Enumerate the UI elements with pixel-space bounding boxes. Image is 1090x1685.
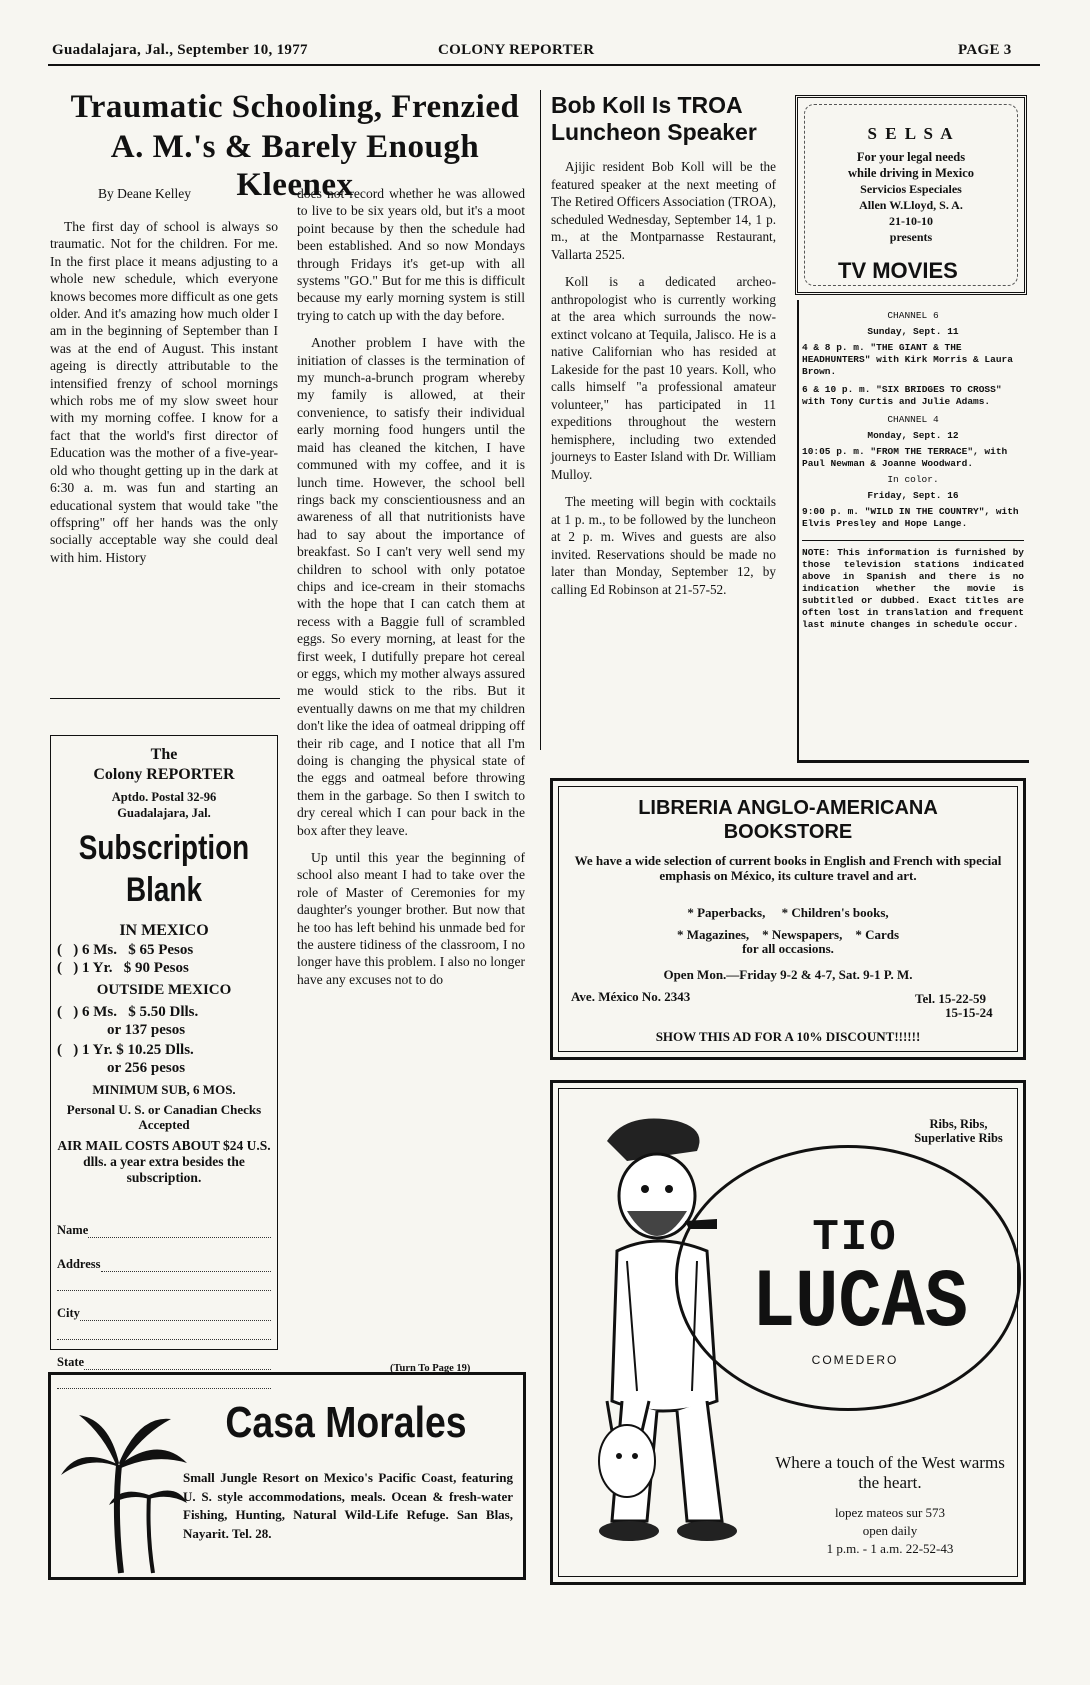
tv-date-2: Monday, Sept. 12	[867, 430, 959, 441]
tio-comedero: COMEDERO	[811, 1353, 899, 1367]
libreria-items2: * Magazines, * Newspapers, * Cards	[676, 927, 900, 942]
sub-opt2[interactable]: ( ) 1 Yr. $ 90 Pesos	[57, 960, 189, 976]
sub-paper: Colony REPORTER	[93, 766, 235, 783]
sub-title1: Subscription	[78, 829, 250, 867]
sub-name-label: Name	[57, 1223, 89, 1237]
tio-address: lopez mateos sur 573	[834, 1505, 946, 1520]
tv-channel-4: CHANNEL 4	[887, 414, 939, 425]
casa-morales-desc: Small Jungle Resort on Mexico's Pacific Coast, featuring U. S. style accommodations, meals. Ocean & fresh-water Fishing, Hunting, Natural Wild-Life Refuge. San Blas, Nayarit. Tel. 28.	[183, 1470, 513, 1541]
selsa-line3: Servicios Especiales	[860, 182, 962, 196]
lead-headline-line2: A. M.'s & Barely Enough Kleenex	[110, 129, 480, 203]
sub-opt3[interactable]: ( ) 6 Ms. $ 5.50 Dlls.	[57, 1004, 199, 1020]
tv-left-rule	[797, 300, 799, 762]
sub-opt4b: or 256 pesos	[107, 1060, 186, 1076]
casa-morales-ad	[48, 1372, 526, 1580]
libreria-hours: Open Mon.—Friday 9-2 & 4-7, Sat. 9-1 P. M.	[663, 967, 913, 982]
lead-col2	[297, 185, 525, 998]
page-number: PAGE 3	[958, 42, 1012, 58]
sub-state-field[interactable]	[84, 1355, 271, 1370]
column-rule	[540, 90, 541, 750]
libreria-ad	[550, 778, 1026, 1060]
troa-p1: Ajijic resident Bob Koll will be the featured speaker at the next meeting of The Retired Officers Association (TROA), scheduled Wednesday, September 14, 1 p. m., at the Montparnasse Restaurant, Vallarta 2525.	[551, 159, 776, 262]
sub-airmail: AIR MAIL COSTS ABOUT $24 U.S. dlls. a year extra besides the subscription.	[57, 1138, 271, 1185]
sub-address-row	[57, 1238, 271, 1272]
sub-address1: Aptdo. Postal 32-96	[111, 790, 217, 804]
tv-color-note: In color.	[887, 474, 939, 485]
tv-bottom-rule	[797, 760, 1029, 763]
lead-col2-p1: does not record whether he was allowed to live to be six years old, but it's a moot point because by then the schedule had been established. And so now Mondays through Fridays it's get-up with all systems "GO." But for me this is difficult because my early morning system is still trying to catch up with the day before.	[297, 186, 525, 323]
tio-lucas-ad	[550, 1080, 1026, 1585]
troa-p3: The meeting will begin with cocktails at 1 p. m., to be followed by the luncheon at 2 p. m. Wives and guests are also invited. Reservations should be made no later than Monday, September 12, by calling Ed Robinson at 21-57-52.	[551, 494, 776, 597]
sub-the: The	[150, 746, 178, 763]
tv-note: NOTE: This information is furnished by those television stations indicated above in Spanish and there is no indication whether the movie is subtitled or dubbed. Exact titles are often lost in translation and frequent last minute changes in schedule occur.	[802, 540, 1024, 631]
sub-name-field[interactable]	[88, 1223, 271, 1238]
libreria-address: Ave. México No. 2343	[571, 989, 691, 1004]
tio-ribs: Ribs, Ribs, Superlative Ribs	[914, 1117, 1003, 1145]
lead-headline-line1: Traumatic Schooling, Frenzied	[70, 89, 520, 125]
sub-address-field[interactable]	[101, 1257, 271, 1272]
lead-col2-p3: Up until this year the beginning of school also meant I had to take over the role of Master of Ceremonies for my daughter's younger brother. But now that he too has left behind his unmade bed for the austere tidiness of the classroom, I no longer have this problem. I also no longer have any excuses not to do	[297, 850, 525, 987]
sub-city-label: City	[57, 1306, 80, 1320]
tv-listing-1: 4 & 8 p. m. "THE GIANT & THE HEADHUNTERS" with Kirk Morris & Laura Brown.	[802, 342, 1013, 377]
tio-open: open daily	[862, 1523, 918, 1538]
paper-name: COLONY REPORTER	[438, 42, 595, 58]
libreria-desc: We have a wide selection of current books in English and French with special emphasis on México, its culture travel and art.	[574, 853, 1002, 883]
lead-col1-p1: The first day of school is always so traumatic. Not for the children. For me. In the first place it means adjusting to a whole new schedule, which everyone knows becomes more difficult as one gets older. And it's amazing how much older I am in the beginning of September than I was at the end of August. This instant ageing is directly attributable to the intensified frenzy of school mornings which robs me of my slow sweet hour with my morning coffee. I know for a fact that the world's first director of Education was the mother of a five-year-old who thought getting up in the dark at 6:30 a. m. was fun and starting an educational system that would take "the offspring" off her hands was the only socially acceptable way she could deal with him. History	[50, 219, 278, 565]
selsa-name: S E L S A	[867, 124, 955, 143]
sub-name-row	[57, 1204, 271, 1238]
palm-tree-icon	[59, 1405, 189, 1575]
tv-channel-6: CHANNEL 6	[887, 310, 939, 321]
casa-morales-name: Casa Morales	[225, 1398, 467, 1447]
sub-address-field-2[interactable]	[57, 1272, 271, 1291]
libreria-items1: * Paperbacks, * Children's books,	[687, 905, 889, 920]
libreria-discount: SHOW THIS AD FOR A 10% DISCOUNT!!!!!!	[655, 1029, 921, 1044]
byline: By Deane Kelley	[98, 186, 191, 201]
tio-word: TIO	[812, 1213, 898, 1263]
selsa-presents: presents	[889, 230, 933, 244]
tv-movies-title: TV MOVIES	[838, 258, 958, 283]
sub-city-field-2[interactable]	[57, 1321, 271, 1340]
troa-headline: Bob Koll Is TROA Luncheon Speaker	[551, 92, 757, 145]
tv-date-3: Friday, Sept. 16	[867, 490, 959, 501]
sub-city-row	[57, 1291, 271, 1321]
sub-checks: Personal U. S. or Canadian Checks Accepted	[66, 1102, 262, 1132]
tv-listing-4: 9:00 p. m. "WILD IN THE COUNTRY", with Elvis Presley and Hope Lange.	[802, 506, 1019, 529]
libreria-tel: Tel. 15-22-59	[915, 991, 987, 1006]
lucas-word: LUCAS	[751, 1255, 969, 1351]
sub-opt4[interactable]: ( ) 1 Yr. $ 10.25 Dlls.	[57, 1042, 194, 1058]
selsa-ad	[795, 95, 1027, 295]
selsa-line1: For your legal needs	[856, 150, 966, 164]
jump-line: (Turn To Page 19)	[390, 1363, 471, 1374]
masthead-rule	[48, 64, 1040, 66]
sub-state-label: State	[57, 1355, 85, 1369]
sub-address2: Guadalajara, Jal.	[117, 806, 211, 820]
sub-address-label: Address	[57, 1257, 101, 1271]
libreria-name1: LIBRERIA ANGLO-AMERICANA	[638, 797, 938, 819]
selsa-phone: 21-10-10	[889, 214, 933, 228]
tv-listing-2: 6 & 10 p. m. "SIX BRIDGES TO CROSS" with Tony Curtis and Julie Adams.	[802, 384, 1002, 407]
sub-form	[57, 1204, 271, 1389]
troa-p2: Koll is a dedicated archeo-anthropologist who is currently working at the area which surrounds the now-extinct volcano at Tequila, Jalisco. He is a native Californian who has resided at Lakeside for the past 10 years. Koll, who calls himself "a professional amateur volunteer," has participated in 11 expeditions throughout the western hemisphere, including two extended journeys to Easter Island with Dr. William Mulloy.	[551, 274, 776, 482]
sub-city-field[interactable]	[80, 1306, 271, 1321]
sub-opt1[interactable]: ( ) 6 Ms. $ 65 Pesos	[57, 942, 194, 958]
subscription-blank	[50, 735, 278, 1369]
tv-listings	[802, 310, 1024, 631]
troa-body	[551, 158, 776, 608]
selsa-line4: Allen W.Lloyd, S. A.	[859, 198, 963, 212]
tio-hours: 1 p.m. - 1 a.m. 22-52-43	[826, 1541, 954, 1556]
sub-title2: Blank	[126, 871, 202, 909]
lead-col2-p2: Another problem I have with the initiation of classes is the termination of my munch-a-brunch program whereby my family is allowed, at their convenience, to satisfy their individual early morning food hungers until the maid has cleaned the kitchen, I have communed with my coffee, and it is lunch time. However, the school bell rings back my conscientiousness and an awareness of all that nutritionists have had to say about the importance of breakfast. So I can't very well send my children to school with only potatoe chips and ice-cream in their stomachs with the hope that I can catch them at recess with a Baggie full of scrambled eggs. So every morning, at least for the first week, I dutifully prepare hot cereal or eggs, which my mother always assured me would stick to the ribs. But it eventually dawns on me that my children don't like the idea of oatmeal dripping off their rib cage, and I notice that all I'm doing is changing the physical state of the eggs and oatmeal before throwing them in the garbage. So then I switch to dry cereal which I can pour back in the box after they leave.	[297, 335, 525, 838]
lead-col1	[50, 218, 278, 576]
sub-opt3b: or 137 pesos	[107, 1022, 186, 1038]
sub-outside: OUTSIDE MEXICO	[96, 982, 232, 998]
col1-end-rule	[50, 698, 280, 699]
tio-slogan: Where a touch of the West warms the heart.	[775, 1453, 1005, 1492]
tv-date-1: Sunday, Sept. 11	[867, 326, 959, 337]
selsa-line2: while driving in Mexico	[847, 166, 975, 180]
libreria-tel2: 15-15-24	[945, 1005, 993, 1020]
sub-minimum: MINIMUM SUB, 6 MOS.	[92, 1082, 236, 1097]
libreria-name2: BOOKSTORE	[723, 821, 853, 843]
tv-listing-3: 10:05 p. m. "FROM THE TERRACE", with Paul Newman & Joanne Woodward.	[802, 446, 1008, 469]
sub-in-mexico: IN MEXICO	[119, 922, 209, 939]
sub-state-row	[57, 1340, 271, 1370]
libreria-items3: for all occasions.	[742, 941, 834, 956]
dateline: Guadalajara, Jal., September 10, 1977	[52, 42, 308, 58]
